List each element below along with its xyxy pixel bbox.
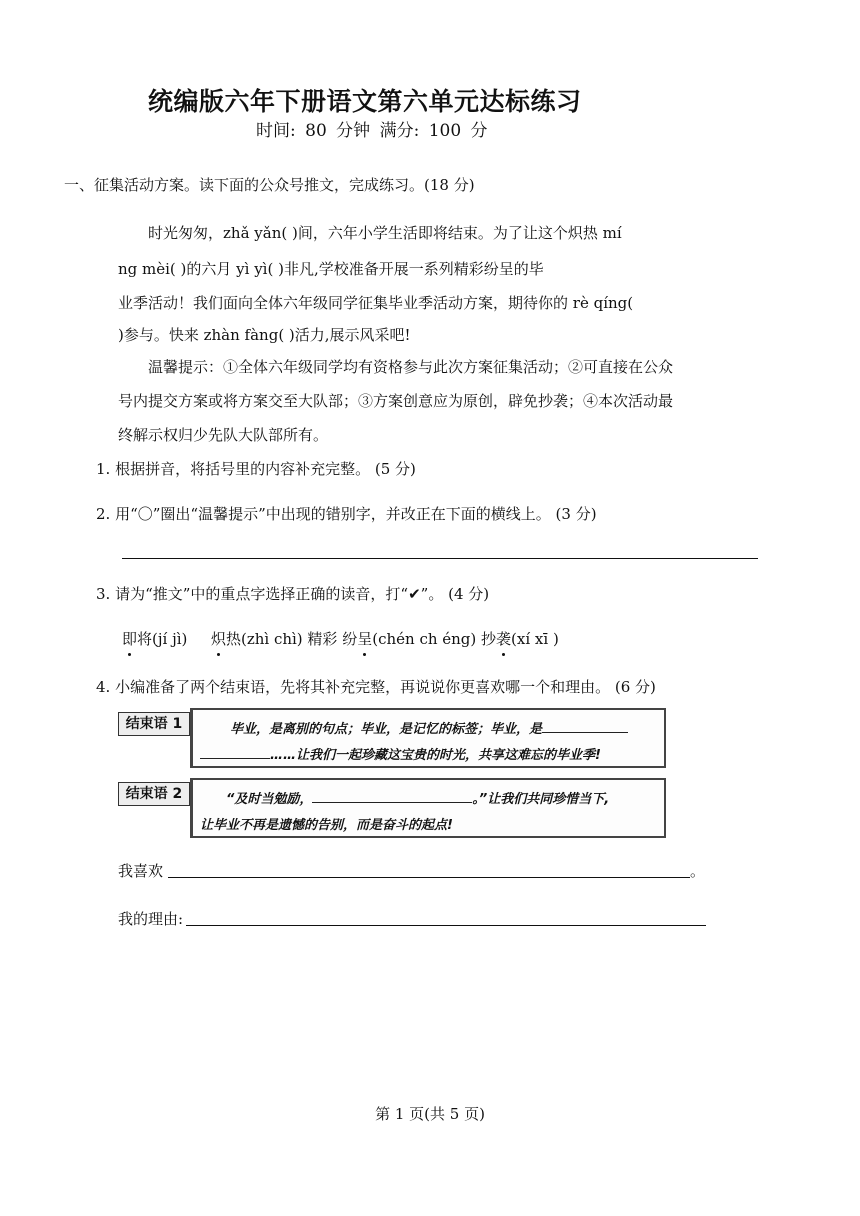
passage-line: ng mèi( )的六月 yì yì( )非凡,学校准备开展一系列精彩纷呈的毕 [118, 260, 544, 278]
closing-label: 结束语 2 [118, 782, 190, 806]
passage-line: 时光匆匆，zhǎ yǎn( )间，六年小学生活即将结束。为了让这个炽热 mí [148, 224, 622, 242]
closing-text-part: ……让我们一起珍藏这宝贵的时光，共享这难忘的毕业季! [270, 748, 601, 763]
reason-label: 我的理由: [118, 910, 184, 928]
passage-line: )参与。快来 zhàn fàng( )活力,展示风采吧! [118, 326, 411, 344]
passage-line: 终解示权归少先队大队部所有。 [118, 426, 329, 444]
fill-blank[interactable] [200, 744, 270, 759]
question-3: 3. 请为“推文”中的重点字选择正确的读音，打“✔”。 (4 分) [96, 585, 490, 603]
closing-sentence-2 [118, 778, 666, 838]
option-text: 将(jí jì) [137, 630, 188, 648]
fill-blank[interactable] [312, 788, 472, 803]
question-2: 2. 用“〇”圈出“温馨提示”中出现的错别字，并改正在下面的横线上。 (3 分) [96, 505, 597, 523]
exam-time-score: 时间: 80 分钟 满分: 100 分 [256, 121, 488, 141]
option-text: (xí xī ) [511, 630, 559, 648]
answer-line[interactable] [122, 558, 758, 559]
pronunciation-options [122, 628, 559, 649]
page-number: 第 1 页(共 5 页) [375, 1105, 485, 1123]
option-text: (chén ch éng) 抄 [372, 630, 497, 648]
section-heading: 一、征集活动方案。读下面的公众号推文，完成练习。(18 分) [64, 176, 475, 194]
fill-blank[interactable] [542, 718, 628, 733]
like-answer-line[interactable] [168, 877, 690, 878]
closing-text: 让毕业不再是遗憾的告别，而是奋斗的起点! [200, 818, 453, 833]
closing-sentence-1 [118, 708, 666, 768]
closing-text [226, 788, 609, 807]
option-text: 热(zhì chì) 精彩 纷 [225, 630, 358, 648]
closing-text-part: 毕业，是离别的句点；毕业，是记忆的标签；毕业，是 [230, 722, 543, 737]
emphasis-char: 袭 [496, 630, 512, 648]
closing-label: 结束语 1 [118, 712, 190, 736]
question-4: 4. 小编准备了两个结束语，先将其补充完整，再说说你更喜欢哪一个和理由。 (6 分) [96, 678, 656, 696]
like-period: 。 [690, 862, 706, 880]
question-1: 1. 根据拼音，将括号里的内容补充完整。 (5 分) [96, 460, 416, 478]
page-title: 统编版六年下册语文第六单元达标练习 [148, 87, 582, 116]
like-label: 我喜欢 [118, 862, 164, 880]
reason-answer-line[interactable] [186, 925, 706, 926]
closing-text-part: 。”让我们共同珍惜当下, [472, 792, 610, 807]
emphasis-char: 呈 [357, 630, 373, 648]
closing-text [230, 718, 628, 737]
emphasis-char: 炽 [210, 630, 226, 648]
closing-text-part: “及时当勉励， [226, 792, 313, 807]
passage-line: 号内提交方案或将方案交至大队部；③方案创意应为原创，辟免抄袭；④本次活动最 [118, 392, 674, 410]
closing-text [200, 744, 601, 763]
passage-line: 温馨提示：①全体六年级同学均有资格参与此次方案征集活动；②可直接在公众 [148, 358, 674, 376]
passage-line: 业季活动！我们面向全体六年级同学征集毕业季活动方案，期待你的 rè qíng( [118, 294, 634, 312]
emphasis-char: 即 [122, 630, 138, 648]
